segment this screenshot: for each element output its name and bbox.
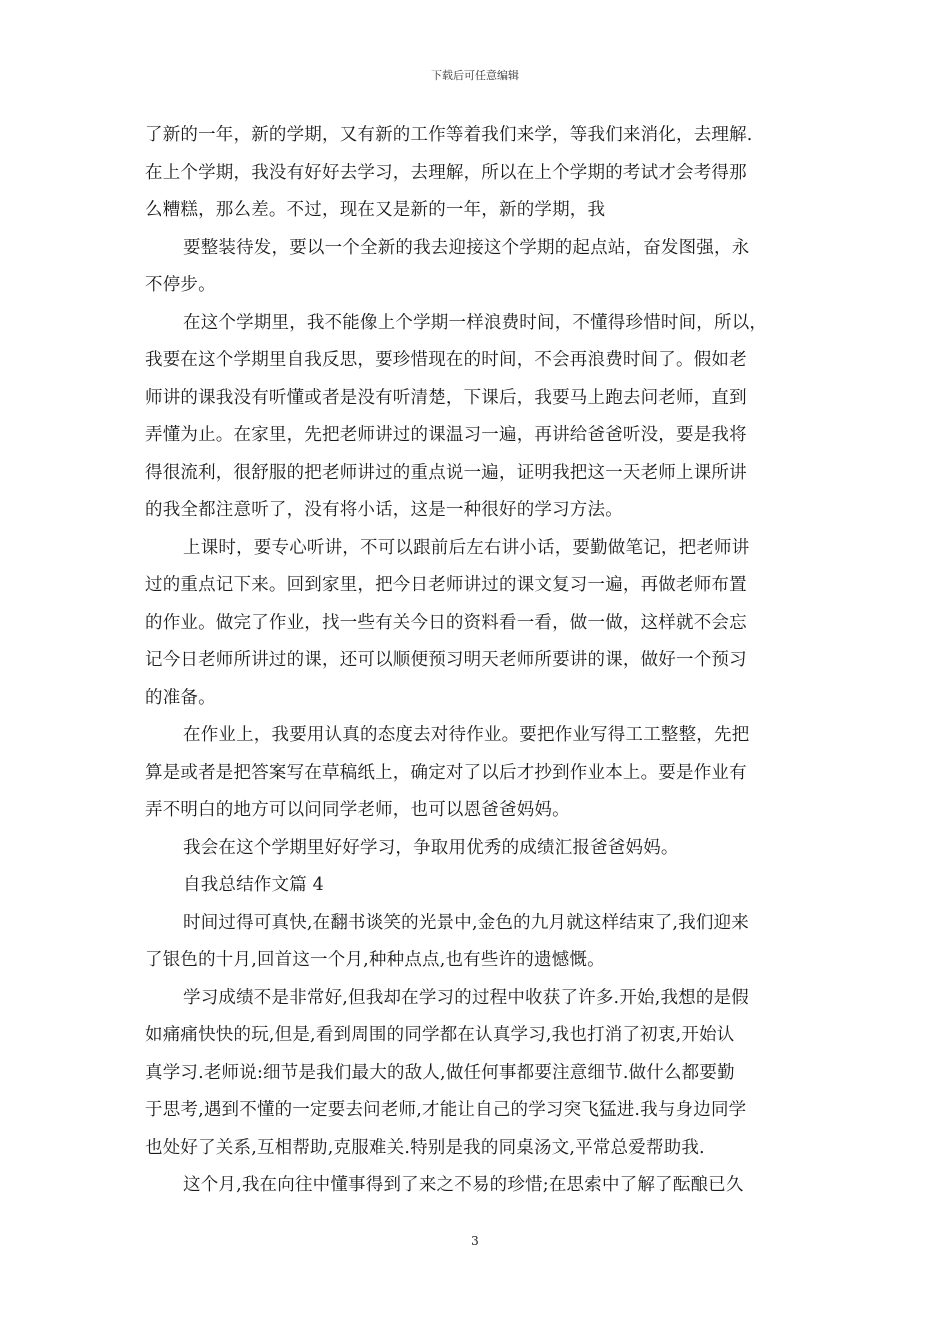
page-number: 3: [471, 1234, 479, 1248]
text-line: 弄不明白的地方可以问同学老师，也可以恩爸爸妈妈。: [145, 800, 570, 820]
document-body: [145, 117, 805, 1205]
text-line: 真学习.老师说:细节是我们最大的敌人,做任何事都要注意细节.做什么都要勤: [145, 1062, 735, 1083]
text-line: 在这个学期里，我不能像上个学期一样浪费时间，不懂得珍惜时间，所以，: [183, 312, 768, 333]
text-line: 如痛痛快快的玩,但是,看到周围的同学都在认真学习,我也打消了初衷,开始认: [145, 1025, 735, 1045]
text-line: 上课时，要专心听讲，不可以跟前后左右讲小话，要勤做笔记，把老师讲: [183, 537, 750, 558]
text-line: 的准备。: [145, 687, 216, 708]
text-line: 么糟糕，那么差。不过，现在又是新的一年，新的学期，我: [145, 200, 606, 220]
text-line: 要整装待发，要以一个全新的我去迎接这个学期的起点站，奋发图强，永: [183, 237, 750, 258]
text-line: 记今日老师所讲过的课，还可以顺便预习明天老师所要讲的课，做好一个预习: [145, 650, 747, 670]
text-line: 在作业上，我要用认真的态度去对待作业。要把作业写得工工整整，先把: [183, 725, 750, 745]
text-line: 过的重点记下来。回到家里，把今日老师讲过的课文复习一遍，再做老师布置: [145, 575, 747, 595]
text-line: 的作业。做完了作业，找一些有关今日的资料看一看，做一做，这样就不会忘: [145, 612, 747, 633]
text-line: 这个月,我在向往中懂事得到了来之不易的珍惜;在思索中了解了酝酿已久: [183, 1175, 744, 1195]
text-line: 学习成绩不是非常好,但我却在学习的过程中收获了许多.开始,我想的是假: [183, 987, 749, 1008]
text-line: 我会在这个学期里好好学习，争取用优秀的成绩汇报爸爸妈妈。: [183, 837, 679, 858]
text-line: 弄懂为止。在家里，先把老师讲过的课温习一遍，再讲给爸爸听没，要是我将: [145, 425, 747, 445]
section-heading: 自我总结作文篇 4: [183, 875, 324, 895]
text-line: 的我全都注意听了，没有将小话，这是一种很好的学习方法。: [145, 500, 623, 520]
text-line: 不停步。: [145, 275, 216, 295]
text-line: 也处好了关系,互相帮助,克服难关.特别是我的同桌汤文,平常总爱帮助我.: [145, 1137, 705, 1158]
text-line: 算是或者是把答案写在草稿纸上，确定对了以后才抄到作业本上。要是作业有: [145, 762, 747, 783]
text-line: 得很流利，很舒服的把老师讲过的重点说一遍，证明我把这一天老师上课所讲: [145, 462, 747, 483]
text-line: 了银色的十月,回首这一个月,种种点点,也有些许的遗憾慨。: [145, 950, 605, 970]
text-line: 了新的一年，新的学期，又有新的工作等着我们来学，等我们来消化，去理解.: [145, 125, 753, 145]
page-header: 下载后可任意编辑: [431, 69, 519, 82]
text-line: 于思考,遇到不懂的一定要去问老师,才能让自己的学习突飞猛进.我与身边同学: [145, 1100, 747, 1120]
text-line: 在上个学期，我没有好好去学习，去理解，所以在上个学期的考试才会考得那: [145, 162, 747, 183]
text-line: 我要在这个学期里自我反思，要珍惜现在的时间，不会再浪费时间了。假如老: [145, 350, 747, 370]
text-line: 时间过得可真快,在翻书谈笑的光景中,金色的九月就这样结束了,我们迎来: [183, 912, 749, 933]
text-line: 师讲的课我没有听懂或者是没有听清楚，下课后，我要马上跑去问老师，直到: [145, 387, 747, 408]
